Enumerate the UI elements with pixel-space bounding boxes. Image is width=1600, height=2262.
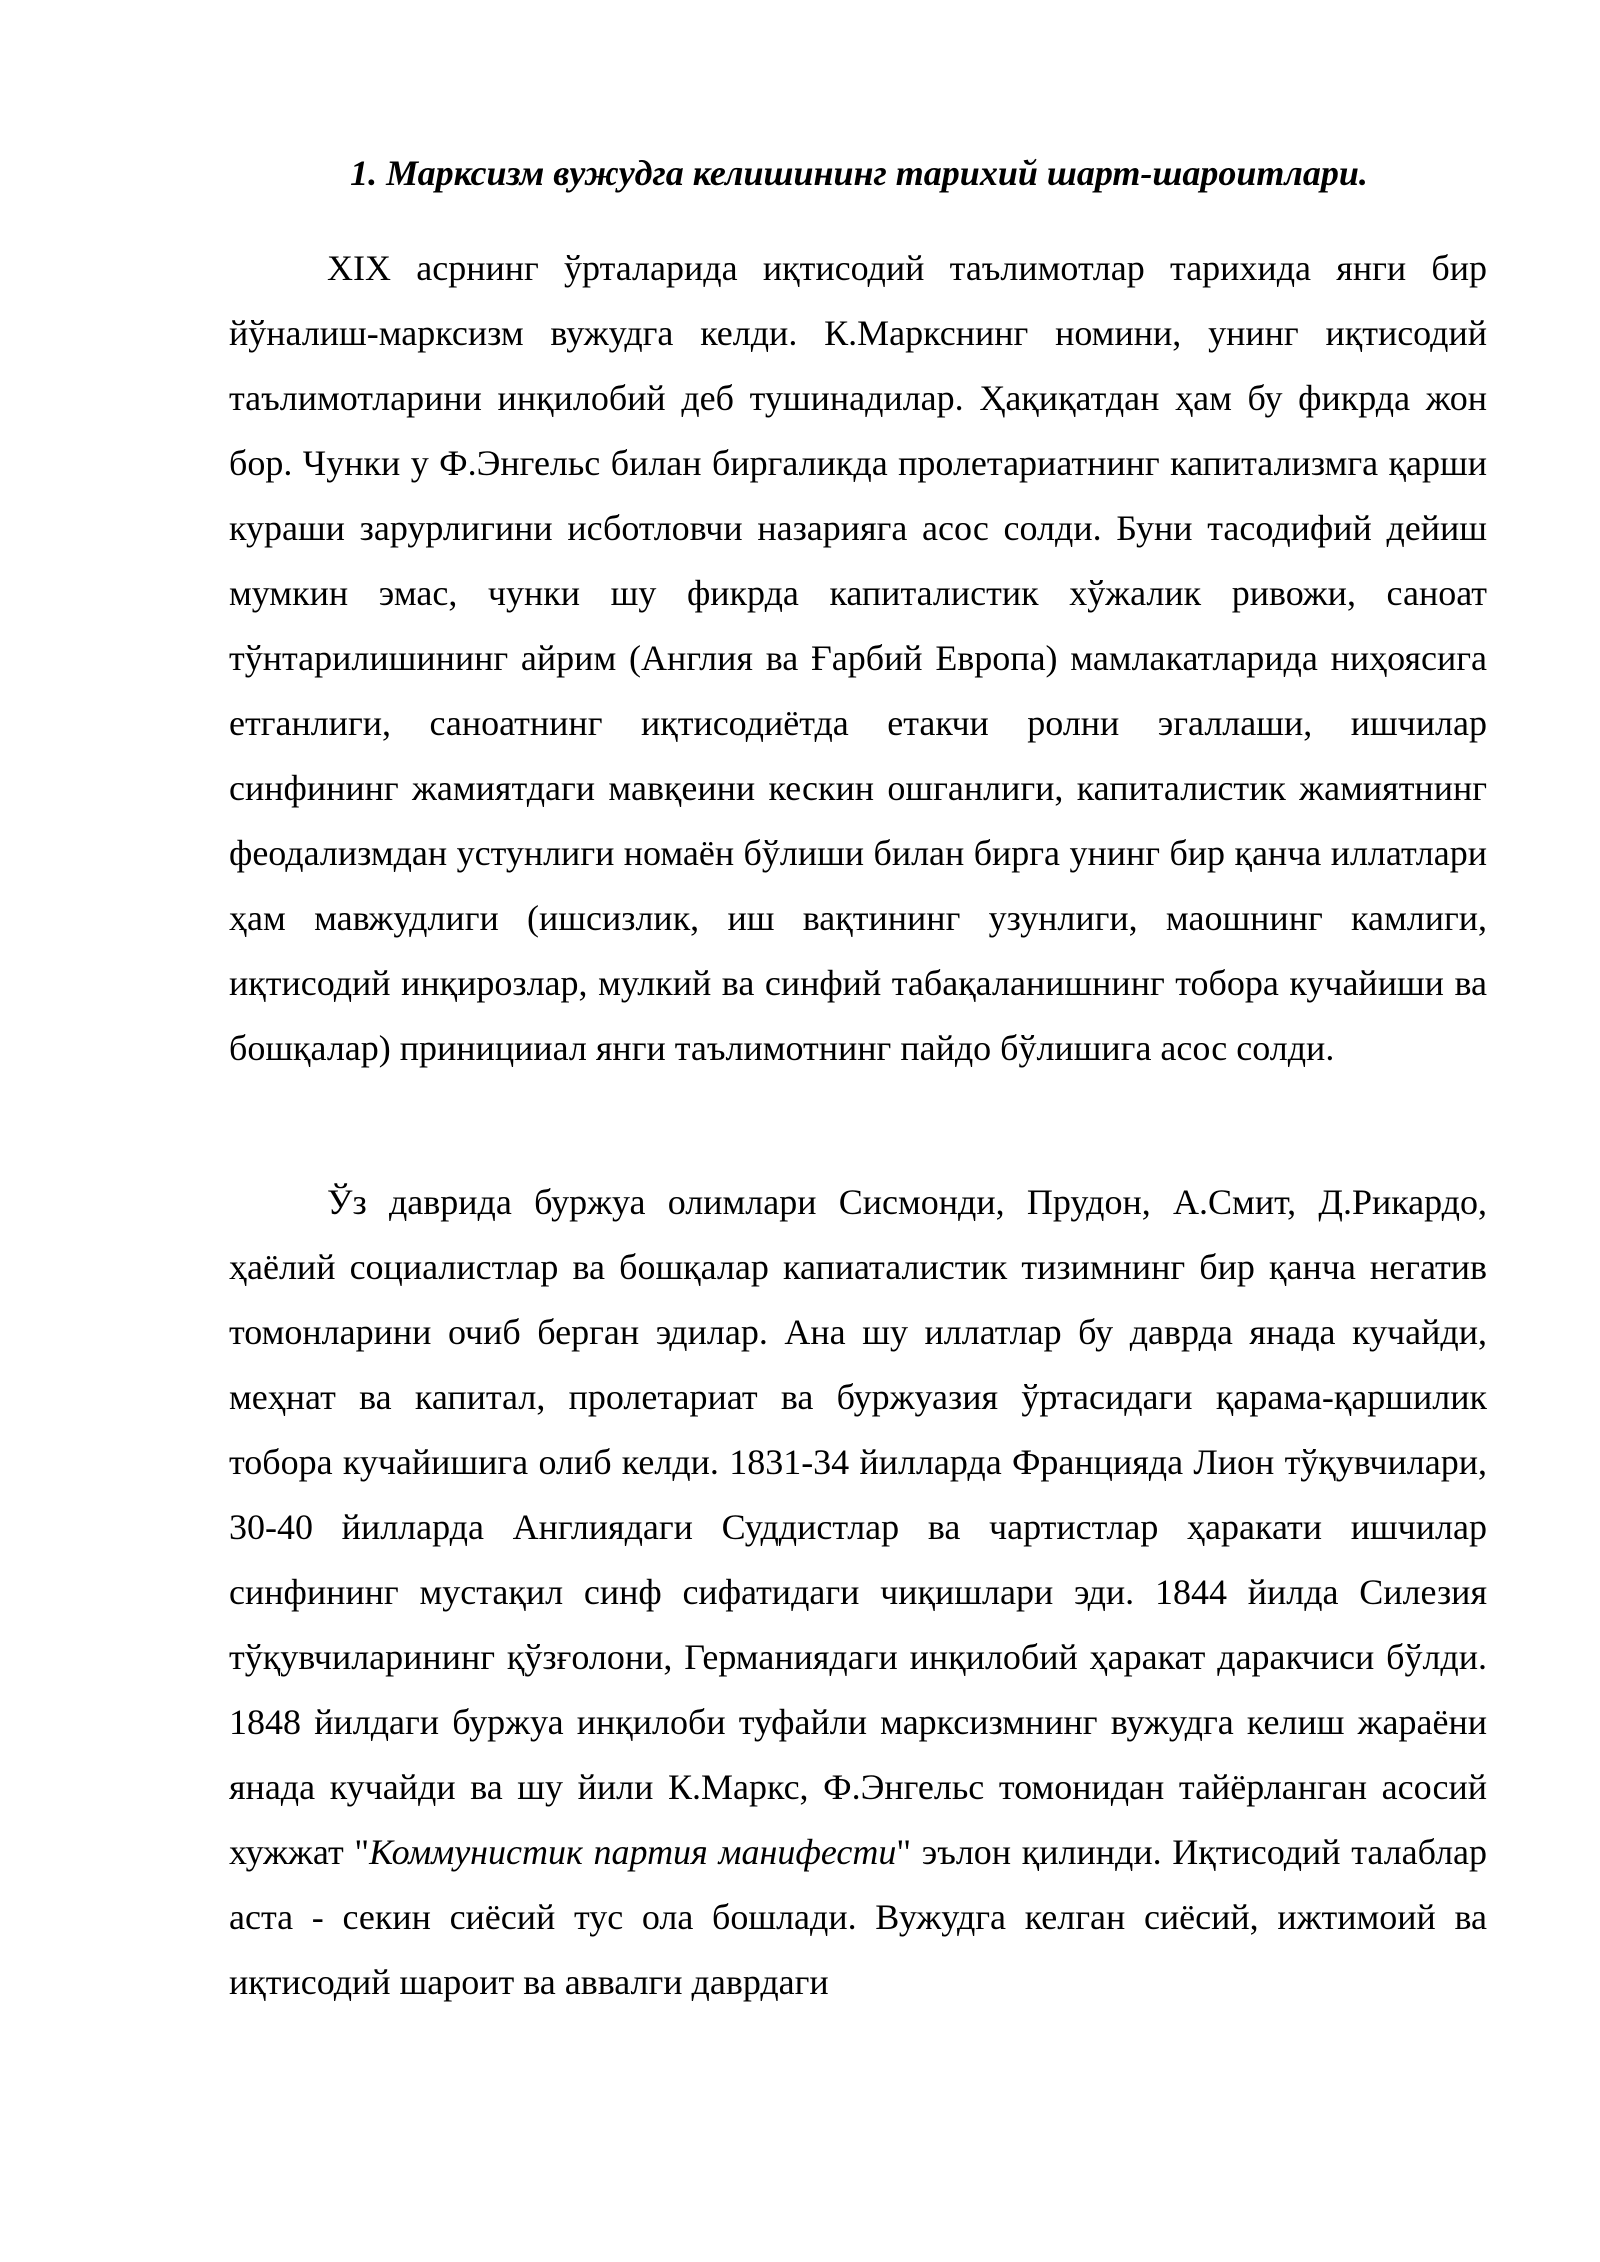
paragraph-2-text-end: " эълон қилинди. Иқтисодий талаблар аста - секин сиёсий тус ола бошлади. Вужудга келган сиёсий, ижтимоий ва иқтисодий шароит ва аввалги даврдаги	[229, 1832, 1488, 2002]
paragraph-2	[229, 1170, 1487, 2015]
paragraph-2-text-start: Ўз даврида буржуа олимлари Сисмонди, Прудон, А.Смит, Д.Рикардо, ҳаёлий социалистлар ва бошқалар капиаталистик тизимнинг бир қанча негатив томонларини очиб берган эдилар. Ана шу иллатлар бу даврда янада кучайди, меҳнат ва капитал, пролетариат ва буржуазия ўртасидаги қарама-қаршилик тобора кучайишига олиб келди. 1831-34 йилларда Францияда Лион тўқувчилари, 30-40 йилларда Англиядаги Суддистлар ва чартистлар ҳаракати ишчилар синфининг мустақил синф сифатидаги чиқишлари эди. 1844 йилда Силезия тўқувчиларининг қўзғолони, Германиядаги инқилобий ҳаракат даракчиси бўлди. 1848 йилдаги буржуа инқилоби туфайли марксизмнинг вужудга келиш жараёни янада кучайди ва шу йили К.Маркс, Ф.Энгельс томонидан тайёрланган асосий хужжат "	[229, 1182, 1487, 1872]
manifesto-title: Коммунистик партия манифести	[369, 1832, 897, 1872]
section-heading: 1. Марксизм вужудга келишининг тарихий шарт-шароитлари.	[350, 153, 1368, 193]
paragraph-1: XIX асрнинг ўрталарида иқтисодий таълимотлар тарихида янги бир йўналиш-марксизм вужудга келди. К.Маркснинг номини, унинг иқтисодий таълимотларини инқилобий деб тушинадилар. Ҳақиқатдан ҳам бу фикрда жон бор. Чунки у Ф.Энгельс билан биргаликда пролетариатнинг капитализмга қарши кураши зарурлигини исботловчи назарияга асос солди. Буни тасодифий дейиш мумкин эмас, чунки шу фикрда капиталистик хўжалик ривожи, саноат тўнтарилишининг айрим (Англия ва Ғарбий Европа) мамлакатларида ниҳоясига етганлиги, саноатнинг иқтисодиётда етакчи ролни эгаллаши, ишчилар синфининг жамиятдаги мавқеини кескин ошганлиги, капиталистик жамиятнинг феодализмдан устунлиги номаён бўлиши билан бирга унинг бир қанча иллатлари ҳам мавжудлиги (ишсизлик, иш вақтининг узунлиги, маошнинг камлиги, иқтисодий инқирозлар, мулкий ва синфий табақаланишнинг тобора кучайиши ва бошқалар) приницииал янги таълимотнинг пайдо бўлишига асос солди.	[229, 248, 1487, 1068]
